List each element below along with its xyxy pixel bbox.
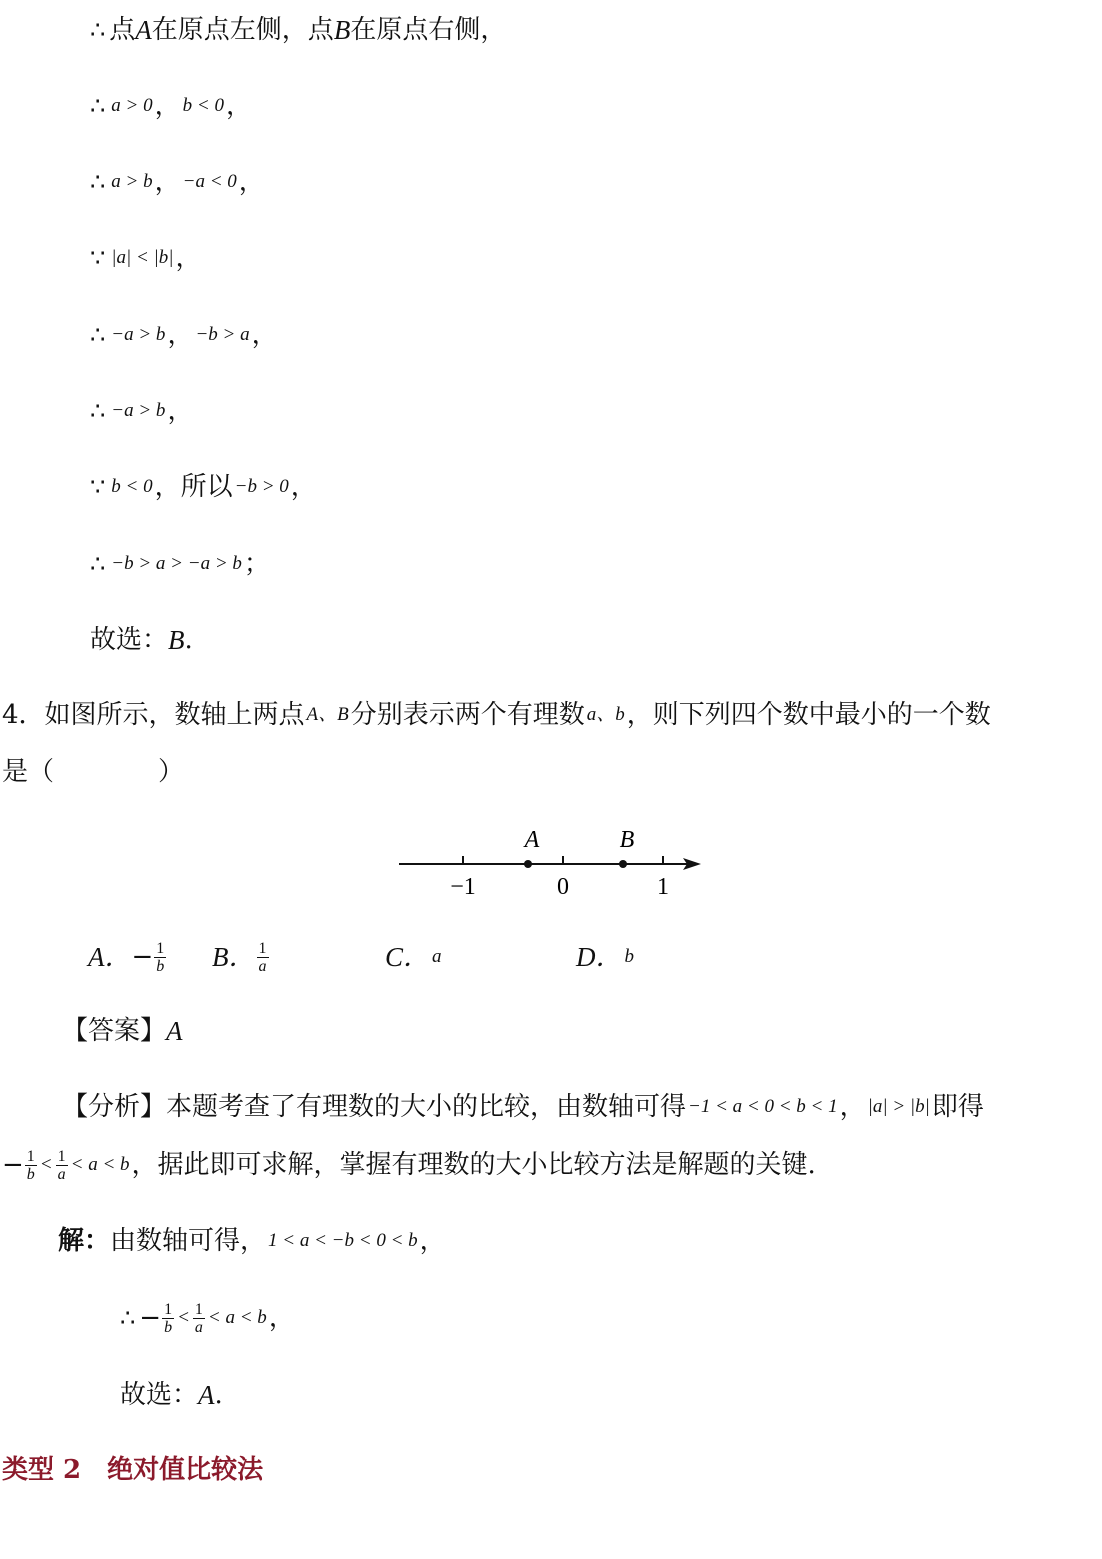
solution-step	[90, 164, 265, 200]
math-expression: −b > a	[195, 324, 250, 345]
math-expression: −a < 0	[182, 171, 237, 192]
text-run: ，所以	[154, 472, 233, 502]
solution-text	[58, 1223, 446, 1259]
tick-label: 0	[557, 874, 569, 900]
therefore-because-symbol: ∵	[90, 473, 106, 501]
fraction-numerator: 1	[57, 1147, 66, 1165]
text-run: ，	[238, 167, 265, 197]
answer-option	[576, 939, 636, 975]
fraction-numerator: 1	[26, 1147, 35, 1165]
text-run: −	[139, 1303, 162, 1333]
fraction-numerator: 1	[164, 1300, 173, 1318]
tick-label: 1	[657, 874, 669, 900]
option-label[interactable]: D．	[576, 942, 623, 972]
therefore-because-symbol: ∴	[90, 168, 106, 196]
text-run: 是（ ）	[2, 757, 185, 787]
math-expression: −a > b	[111, 324, 166, 345]
math-expression: <	[177, 1307, 190, 1328]
fraction-denominator: a	[57, 1165, 66, 1183]
number-line-figure	[395, 820, 715, 910]
solution-conclusion	[120, 1300, 295, 1336]
text-run: ，	[154, 91, 181, 121]
point-label: B	[619, 827, 635, 853]
fraction-denominator: a	[194, 1318, 203, 1336]
fraction	[25, 1148, 37, 1183]
math-expression: −b > 0	[234, 476, 289, 497]
text-run: 【分析】本题考查了有理数的大小的比较，由数轴可得	[62, 1092, 687, 1122]
text-run: −	[131, 942, 154, 972]
final-choice	[120, 1377, 223, 1413]
text-run: 在原点右侧，	[350, 15, 507, 45]
math-variable: B	[168, 625, 185, 655]
bold-label: 解：	[58, 1226, 111, 1256]
point-marker	[524, 860, 532, 868]
solution-step	[90, 12, 506, 48]
therefore-because-symbol: ∴	[90, 16, 106, 44]
therefore-because-symbol: ∴	[90, 550, 106, 578]
text-run: ，	[290, 472, 317, 502]
math-expression: A、B	[306, 704, 349, 725]
text-run: ，	[154, 167, 181, 197]
text-run: 在原点左侧，点	[151, 15, 334, 45]
math-expression: <	[39, 1154, 53, 1175]
answer-option	[385, 939, 444, 975]
math-expression: a > b	[111, 171, 153, 192]
fraction-numerator: 1	[258, 939, 267, 957]
text-run: 即得	[931, 1092, 984, 1122]
text-run: 分别表示两个有理数	[350, 700, 585, 730]
tick-label: −1	[450, 874, 476, 900]
text-run: ，	[839, 1092, 866, 1122]
math-variable: A	[135, 15, 152, 45]
therefore-because-symbol: ∴	[90, 321, 106, 349]
option-label[interactable]: B．	[212, 942, 256, 972]
option-label[interactable]: A．	[88, 942, 132, 972]
fraction-denominator: b	[164, 1318, 173, 1336]
math-expression: < a < b	[207, 1307, 267, 1328]
text-run: ，	[251, 320, 278, 350]
text-run: .	[184, 625, 193, 655]
text-run: ，	[167, 320, 194, 350]
solution-step	[90, 622, 193, 658]
therefore-because-symbol: ∴	[90, 92, 106, 120]
math-expression: −a > b	[111, 400, 166, 421]
math-expression: < a < b	[70, 1154, 130, 1175]
text-run: .	[214, 1380, 223, 1410]
fraction-numerator: 1	[194, 1300, 203, 1318]
math-expression: |a| < |b|	[111, 247, 174, 268]
answer-option	[212, 939, 270, 975]
solution-step	[90, 469, 317, 505]
fraction-numerator: 1	[156, 939, 165, 957]
text-run: ，	[167, 396, 194, 426]
text-run: 4．如图所示，数轴上两点	[2, 700, 305, 730]
solution-step	[90, 88, 252, 124]
text-run: ；	[243, 549, 270, 579]
text-run: 故选：	[120, 1380, 199, 1410]
math-expression: a、b	[586, 704, 625, 725]
solution-step	[90, 546, 270, 582]
point-label: A	[524, 827, 540, 853]
text-run: 点	[109, 15, 136, 45]
math-expression: |a| > |b|	[867, 1096, 930, 1117]
option-label[interactable]: C．	[385, 942, 431, 972]
analysis-text	[62, 1089, 984, 1125]
text-run: ，则下列四个数中最小的一个数	[626, 700, 991, 730]
solution-step	[90, 393, 193, 429]
fraction	[56, 1148, 68, 1183]
fraction-denominator: b	[26, 1165, 35, 1183]
therefore-because-symbol: ∵	[90, 244, 106, 272]
fraction	[257, 940, 269, 975]
text-run: 类型 2 绝对值比较法	[2, 1455, 264, 1485]
math-variable: A	[198, 1380, 215, 1410]
fraction-denominator: a	[258, 957, 267, 975]
math-expression: a > 0	[111, 95, 153, 116]
math-expression: a	[432, 946, 442, 967]
math-expression: −1 < a < 0 < b < 1	[688, 1096, 838, 1117]
solution-step	[90, 240, 202, 276]
analysis-text-continued	[2, 1147, 816, 1183]
therefore-because-symbol: ∴	[90, 397, 106, 425]
text-run: ，据此即可求解，掌握有理数的大小比较方法是解题的关键.	[131, 1150, 816, 1180]
fraction	[154, 940, 166, 975]
question-text	[2, 697, 991, 733]
answer-line	[62, 1013, 183, 1049]
text-run: ，	[268, 1303, 295, 1333]
point-marker	[619, 860, 627, 868]
fraction-denominator: b	[156, 957, 165, 975]
text-run: 由数轴可得，	[110, 1226, 267, 1256]
math-variable: A	[166, 1016, 183, 1046]
math-variable: B	[333, 15, 351, 45]
math-expression: 1 < a < −b < 0 < b	[268, 1230, 418, 1251]
therefore-because-symbol: ∴	[120, 1304, 136, 1332]
section-heading	[2, 1452, 263, 1488]
math-expression: b < 0	[111, 476, 153, 497]
text-run: −	[2, 1150, 24, 1180]
solution-step	[90, 317, 278, 353]
math-expression: b < 0	[182, 95, 224, 116]
text-run: 故选：	[90, 625, 169, 655]
text-run: ，	[419, 1226, 446, 1256]
text-run: ，	[225, 91, 252, 121]
math-expression: b	[624, 946, 634, 967]
text-run: 【答案】	[62, 1016, 167, 1046]
text-run: ，	[175, 243, 202, 273]
math-expression: −b > a > −a > b	[111, 553, 242, 574]
fraction	[193, 1301, 205, 1336]
fraction	[162, 1301, 174, 1336]
question-text-continued	[2, 754, 184, 790]
answer-option	[88, 939, 167, 975]
